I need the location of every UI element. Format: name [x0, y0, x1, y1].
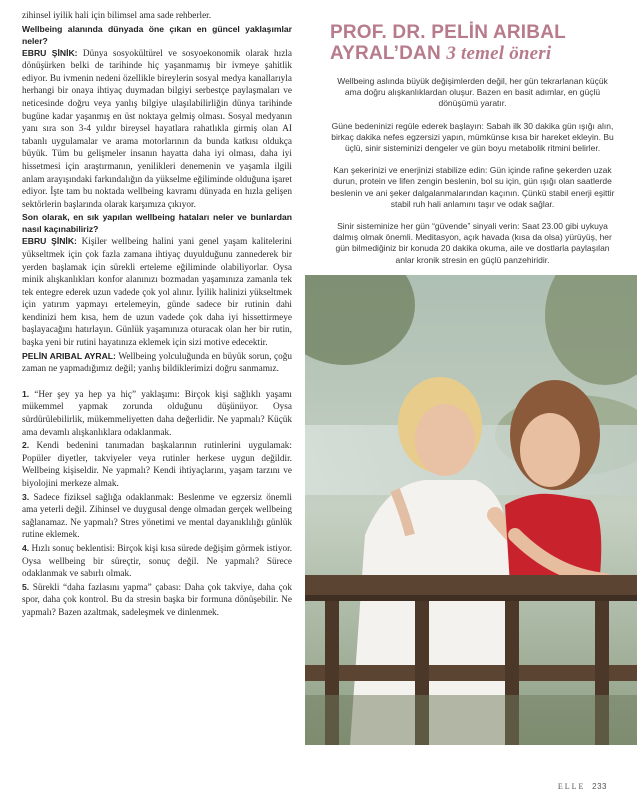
page-number: 233 [592, 782, 607, 791]
list-item: 4. Hızlı sonuç beklentisi: Birçok kişi kısa sürede değişim görmek istiyor. Oysa wellbeing bir süreçtir, sonuç değil. Ne yapmalı? Sürece odaklanmak ve sabırlı olmak. [22, 542, 293, 580]
speaker-label: PELİN ARIBAL AYRAL: [22, 350, 116, 361]
sidebar-text [330, 76, 615, 266]
answer-3 [22, 350, 292, 376]
question-1: Wellbeing alanında dünyada öne çıkan en güncel yaklaşımlar neler? [22, 23, 292, 46]
question-2: Son olarak, en sık yapılan wellbeing hataları neler ve bunlardan nasıl kaçınabiliriz? [22, 212, 292, 235]
sidebar-box [330, 22, 615, 277]
answer-text: Kişiler wellbeing halini yani genel yaşam kalitelerini yükseltmek için çok fazla zamana ihtiyaç duyulduğunu zannederek bir yerden başlamak için sürekli erteleme eğiliminde olabiliyorlar. Oysa minik alışkanlıkları konfor alanınızı bozmadan yaşamınıza zamanla tek tek entegre ederek uzun vadede çok yol alınır. İyilik halinizi yükseltmek için yatırım yapmayı ertelemeyin, günde sadece bir rutinin dahi kendinizi hem kısa, hem de uzun vadede çok daha iyi hissettirmeye başlayacağını hatırlayın. Günlük yaşamınıza oturacak olan her bir rutin, başka yeni bir rutini hayatınıza eklemek için sizi motive edecektir. [22, 237, 293, 349]
sidebar-paragraph: Kan şekerinizi ve enerjinizi stabilize edin: Gün içinde rafine şekerden uzak durun, protein ve lifen zengin beslenin, bol su için, gün ışığı olan saatlerde beslenin ve ani şeker dalgalanmalarından kaçının. Çünkü stabil enerji eşittir stabil ruh hali anlamını taşır ve odak sağlar. [330, 165, 615, 209]
photo-two-women [305, 275, 637, 745]
sidebar-paragraph: Wellbeing aslında büyük değişimlerden değil, her gün tekrarlanan küçük ama doğru alışkanlıklardan oluşur. Bazen en basit adımlar, en güçlü dönüşümü yaratır. [337, 76, 608, 109]
article-body [22, 10, 292, 620]
answer-1 [22, 47, 292, 212]
sidebar-title: PROF. DR. PELİN ARIBAL AYRAL’DAN 3 temel öneri [330, 22, 566, 64]
list-item: 3. Sadece fiziksel sağlığa odaklanmak: Beslenme ve egzersiz önemli ama yeterli değil. Zihinsel ve duygusal denge olmadan gerçek wellbeing sağlanamaz. Ne yapmalı? Stres yönetimi ve mental dayanıklılığı günlük rutine eklemek. [22, 491, 292, 541]
speaker-label: EBRU ŞİNİK: [22, 236, 77, 247]
sidebar-paragraph: Sinir sisteminize her gün “güvende” sinyali verin: Saat 23.00 gibi uykuya dalmış olmak önemli. Meditasyon, açık havada (kısa da olsa) yürüyüş, her gün bilmediğiniz bir konuda 20 dakika okuma, aile ve dostlarla paylaşılan anlar kronik stresin en güçlü panzehiridir. [333, 221, 612, 265]
page-footer [558, 782, 607, 791]
magazine-logo: ELLE [557, 782, 586, 791]
answer-text: Dünya sosyokültürel ve sosyoekonomik olarak hızla dönüşürken belki de tarihinde hiç yaşanmamış bir ivmeye şahitlik ediyor. Bu ivmenin nedeni özellikle bireylerin sosyal medya kanallarıyla herhangi bir onaya ihtiyaç duymadan bilgiyi serbestçe paylaşmaları ve neticesinde doğru veya yanlış bilgiye ulaşılabilirliğin dünya tarihinde bugüne kadar yaşanmış en üst noktaya gelmiş olması. Sosyal medyanın yanı sıra son 3-4 yıldır bireysel hayatlara rahatlıkla girmiş olan AI tabanlı uygulamalar ve arama motorlarının da bunda katkısı oldukça büyük. Tüm bu gelişmeler insanın hayatta daha iyi olması, daha iyi hissetmesi için araştırmanın, yenilikleri denemenin ve yaşamla ilgili anlam arayışındaki farkındalığın da yükselme eğiliminde olduğuna işaret ediyor. İşte tam bu noktada wellbeing kavramı dünyada en hızla gelişen sektörlerin başlarında olarak karşımıza çıkıyor. [22, 48, 292, 210]
answer-2 [22, 235, 292, 349]
intro-text: zihinsel iyilik hali için bilimsel ama sade rehberler. [22, 11, 212, 21]
answer-text: Wellbeing yolculuğunda en büyük sorun, çoğu zaman ne yapmadığımız değil; yanlış bildiklerimizi doğru sanmamız. [22, 351, 292, 375]
sidebar-title-italic: 3 temel öneri [446, 43, 552, 64]
sidebar-paragraph: Güne bedeninizi regüle ederek başlayın: Sabah ilk 30 dakika gün ışığı alın, birkaç dakika nefes egzersizi yapın, mümkünse kısa bir hareket ekleyin. Bu üçlü, sinir sisteminizi dengeler ve gün boyu metabolik ritmini belirler. [331, 120, 614, 154]
list-item: 2. Kendi bedenini tanımadan başkalarının rutinlerini uygulamak: Popüler diyetler, takviyeler veya rutinler herkese uygun değildir. Wellbeing kişiseldir. Ne yapmalı? Kendi ihtiyaçlarını, yaşam tarzını ve biyolojini merkeze almak. [22, 440, 292, 489]
list-item: 1. “Her şey ya hep ya hiç” yaklaşımı: Birçok kişi sağlıklı yaşamı mükemmel yapmak zorunda olduğunu düşünüyor. Oysa sürdürülebilirlik, mükemmeliyetten daha değerlidir. Ne yapmalı? Küçük ama devamlı alışkanlıklara odaklanmak. [22, 388, 292, 438]
list-item: 5. Sürekli “daha fazlasını yapma” çabası: Daha çok takviye, daha çok spor, daha çok kontrol. Bu da stresin başka bir formuna dönüşebilir. Ne yapmalı? Bazen azaltmak, sadeleşmek ve dinlenmek. [22, 581, 293, 618]
speaker-label: EBRU ŞİNİK: [22, 47, 78, 58]
